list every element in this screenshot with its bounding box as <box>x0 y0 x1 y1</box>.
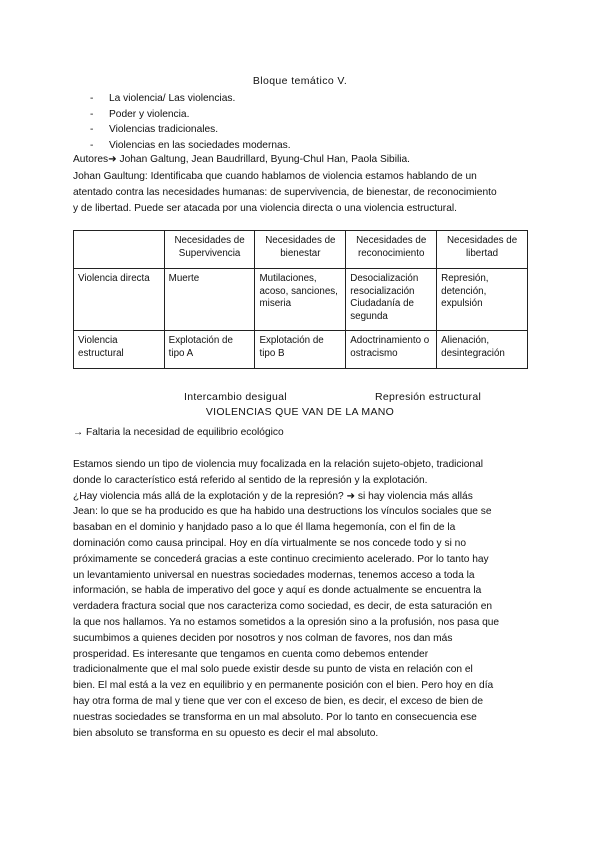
subtitle-intercambio: Intercambio desigual <box>184 391 287 403</box>
table-header-cell: Necesidades de libertad <box>437 231 528 269</box>
text-line: Jean: lo que se ha producido es que ha habido una destructions los vínculos sociales que se <box>73 506 492 518</box>
text-line: basaban en el dominio y hanjdado paso a lo que él llama hegemonía, con el fin de la <box>73 522 456 534</box>
table-header-row <box>74 231 528 269</box>
list-item <box>90 91 291 107</box>
text-line: tradicionalmente que el mal solo puede existir desde su punto de vista en relación con el <box>73 664 473 676</box>
text-line: donde lo característico está referido al sentido de la represión y la explotación. <box>73 474 428 486</box>
table-cell: Represión, detención, expulsión <box>437 269 528 331</box>
table-row <box>74 331 528 369</box>
table-header-cell: Necesidades de bienestar <box>255 231 346 269</box>
text-line: Johan Gaultung: Identificaba que cuando hablamos de violencia estamos hablando de un <box>73 171 477 182</box>
text-line: hay otra forma de mal y tiene que ver con el exceso de bien, es decir, el exceso de bien de <box>73 695 484 707</box>
table-cell: Adoctrinamiento o ostracismo <box>346 331 437 369</box>
list-item-text: La violencia/ Las violencias. <box>109 93 236 104</box>
table-header-cell: Necesidades de Supervivencia <box>164 231 255 269</box>
topic-list <box>90 91 291 153</box>
subtitle-represion: Represión estructural <box>375 391 482 403</box>
bullet-marker: - <box>90 124 94 135</box>
text-line: la que nos hallamos. Ya no estamos sometidos a la opresión sino a la profusión, nos pasa que <box>73 616 500 628</box>
arrow-note: → Faltaria la necesidad de equilibrio ecológico <box>73 427 284 438</box>
bullet-marker: - <box>90 108 94 120</box>
text-line: Estamos siendo un tipo de violencia muy focalizada en la relación sujeto-objeto, tradicional <box>73 459 484 470</box>
table-row <box>74 269 528 331</box>
text-line: y de libertad. Puede ser atacada por una violencia directa o una violencia estructural. <box>73 202 457 214</box>
table-cell: Explotación de tipo B <box>255 331 346 369</box>
text-line: un levantamiento universal en nuestras sociedades modernas, tenemos acceso a toda la <box>73 569 475 581</box>
page-title: Bloque temático V. <box>252 75 348 87</box>
subtitle-violencias: VIOLENCIAS QUE VAN DE LA MANO <box>205 406 395 418</box>
text-line: nuestras sociedades se transforma en un mal absoluto. Por lo tanto en consecuencia ese <box>73 711 477 723</box>
list-item-text: Violencias tradicionales. <box>109 124 219 135</box>
text-line: verdadera fractura social que nos caracteriza como sociedad, es decir, de esta saturación en <box>73 601 493 613</box>
bullet-marker: - <box>90 139 94 151</box>
list-item <box>90 122 291 138</box>
text-line: bien. El mal está a la vez en equilibrio y en permanente posición con el bien. Pero hoy en día <box>73 680 494 692</box>
table-cell: Violencia directa <box>74 269 165 331</box>
table-cell: Violencia estructural <box>74 331 165 369</box>
text-line: información, se habla de imperativo del goce y aquí es donde actualmente se encuentra la <box>73 585 482 597</box>
table-header-cell <box>74 231 165 269</box>
violence-table <box>73 230 528 369</box>
text-line: bien absoluto se transforma en su opuesto es decir el mal absoluto. <box>73 727 379 739</box>
table-cell: Alienación, desintegración <box>437 331 528 369</box>
text-line: prosperidad. Es interesante que tengamos en cuenta como debemos entender <box>73 648 429 660</box>
authors-line: Autores➜ Johan Galtung, Jean Baudrillard, Byung-Chul Han, Paola Sibilia. <box>73 154 410 165</box>
table-header-cell: Necesidades de reconocimiento <box>346 231 437 269</box>
text-line: sucumbimos a quienes deciden por nosotros y nos colman de favores, nos dan más <box>73 632 453 644</box>
table-cell: Muerte <box>164 269 255 331</box>
text-line: dominación como causa principal. Hoy en día virtualmente se nos concede todo y si no <box>73 537 467 549</box>
list-item-text: Violencias en las sociedades modernas. <box>109 139 291 151</box>
list-item <box>90 107 291 123</box>
list-item <box>90 138 291 154</box>
galtung-paragraph <box>73 169 525 216</box>
table-cell: Mutilaciones, acoso, sanciones, miseria <box>255 269 346 331</box>
table-cell: Desocialización resocialización Ciudadanía de segunda <box>346 269 437 331</box>
body-paragraph <box>73 457 525 741</box>
list-item-text: Poder y violencia. <box>109 108 190 120</box>
text-line: ¿Hay violencia más allá de la explotación y de la represión? ➜ si hay violencia más allás <box>73 490 473 502</box>
table-cell: Explotación de tipo A <box>164 331 255 369</box>
text-line: atentado contra las necesidades humanas: de supervivencia, de bienestar, de reconocimiento <box>73 186 497 198</box>
bullet-marker: - <box>90 93 94 104</box>
text-line: próximamente se concederá gracias a este continuo crecimiento acelerado. Por lo tanto hay <box>73 553 489 565</box>
